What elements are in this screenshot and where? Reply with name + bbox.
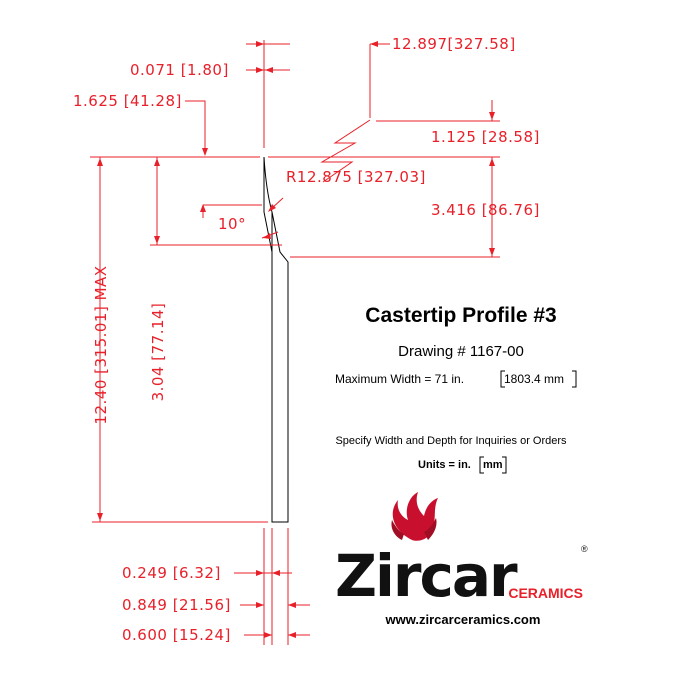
drawing-number: Drawing # 1167-00: [398, 343, 524, 360]
bracket-right: [572, 371, 576, 387]
units-bracket-right: [502, 457, 506, 473]
dim-tip-offset: 0.071 [1.80]: [130, 61, 229, 79]
dim-depth-to-taper: 3.04 [77.14]: [149, 302, 167, 402]
castertip-outline: [264, 157, 288, 522]
dim-width-overall: 0.849 [21.56]: [122, 596, 231, 614]
logo-wordmark: Zircar: [335, 542, 516, 610]
dim-tip-height: 1.125 [28.58]: [431, 128, 540, 146]
dim-top-offset: 1.625 [41.28]: [73, 92, 182, 110]
flame-icon: [391, 492, 438, 541]
max-width-metric: 1803.4 mm: [504, 372, 565, 386]
dim-width-base: 0.600 [15.24]: [122, 626, 231, 644]
dim-radius-extent: 12.897[327.58]: [392, 35, 516, 53]
units-metric: mm: [483, 459, 503, 471]
title-block: [335, 304, 576, 473]
order-note: Specify Width and Depth for Inquiries or Orders: [335, 435, 567, 447]
website-url: www.zircarceramics.com: [385, 612, 541, 627]
units-label: Units = in.: [418, 459, 471, 471]
dim-thickness-bottom: 0.249 [6.32]: [122, 564, 221, 582]
logo-subtitle: CERAMICS: [508, 585, 583, 601]
dim-taper-height: 3.416 [86.76]: [431, 201, 540, 219]
dim-angle: 10°: [218, 215, 247, 233]
dim-radius: R12.875 [327.03]: [286, 168, 426, 186]
dim-total-height: 12.40 [315.01] MAX: [92, 265, 110, 425]
part-profile: [264, 157, 288, 522]
zircar-logo: [335, 492, 588, 627]
max-width-label: Maximum Width = 71 in.: [335, 372, 465, 386]
drawing-title: Castertip Profile #3: [365, 304, 557, 327]
registered-mark: ®: [581, 544, 588, 554]
